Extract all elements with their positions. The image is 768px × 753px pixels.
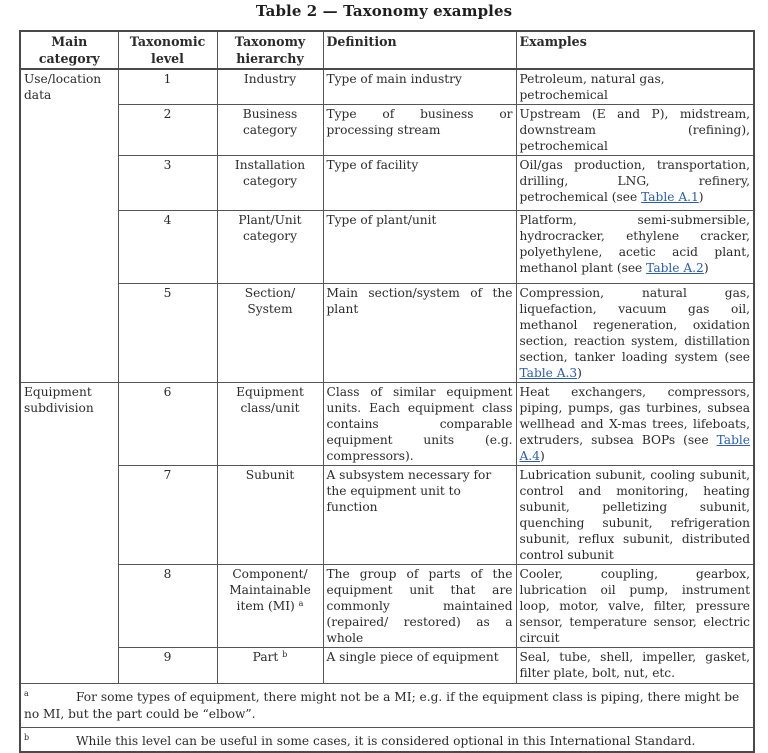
hierarchy-cell: Installation category: [217, 156, 323, 211]
level-cell: 3: [118, 156, 217, 211]
footnote-ref-b: b: [282, 650, 288, 659]
hierarchy-cell: Equipment class/unit: [217, 383, 323, 466]
level-cell: 2: [118, 105, 217, 156]
definition-cell: Class of similar equipment units. Each equipment class contains comparable equipment units (e.g. compressors).: [323, 383, 516, 466]
level-cell: 4: [118, 211, 217, 284]
table-row: [20, 211, 754, 284]
table-row: [20, 105, 754, 156]
hierarchy-cell: Component/ Maintainable item (MI) $^a$: [217, 565, 323, 648]
examples-cell: Compression, natural gas, liquefaction, vacuum gas oil, methanol regeneration, oxidation section, reaction system, distillation section, tanker loading system (see Table A.3): [516, 284, 754, 383]
examples-cell: Oil/gas production, transportation, drilling, LNG, refinery, petrochemical (see Table A.1): [516, 156, 754, 211]
examples-cell: Petroleum, natural gas, petrochemical: [516, 69, 754, 105]
definition-cell: Type of business or processing stream: [323, 105, 516, 156]
link-table-a1[interactable]: Table A.1: [641, 190, 699, 204]
footnote-ref-a: a: [298, 599, 304, 608]
table-row: [20, 466, 754, 565]
definition-cell: Main section/system of the plant: [323, 284, 516, 383]
examples-cell: Upstream (E and P), midstream, downstream (refining), petrochemical: [516, 105, 754, 156]
hierarchy-cell: Subunit: [217, 466, 323, 565]
hierarchy-cell: Plant/Unit category: [217, 211, 323, 284]
header-definition: Definition: [323, 31, 516, 69]
hierarchy-cell: Part $^b$: [217, 648, 323, 684]
examples-cell: Seal, tube, shell, impeller, gasket, filter plate, bolt, nut, etc.: [516, 648, 754, 684]
link-table-a4[interactable]: Table A.4: [519, 433, 750, 463]
table-row: [20, 69, 754, 105]
table-row: [20, 648, 754, 684]
table-row: [20, 284, 754, 383]
level-cell: 9: [118, 648, 217, 684]
table-row: [20, 565, 754, 648]
footnote-row-b: [20, 728, 754, 753]
definition-cell: Type of main industry: [323, 69, 516, 105]
hierarchy-cell: Section/ System: [217, 284, 323, 383]
level-cell: 7: [118, 466, 217, 565]
hierarchy-cell: Business category: [217, 105, 323, 156]
footnote-row-a: [20, 684, 754, 728]
main-category-use-location: Use/location data: [20, 69, 118, 383]
link-table-a2[interactable]: Table A.2: [646, 261, 704, 275]
table-header-row: [20, 31, 754, 69]
level-cell: 8: [118, 565, 217, 648]
examples-cell: Platform, semi-submersible, hydrocracker, ethylene cracker, polyethylene, acetic acid plant, methanol plant (see Table A.2): [516, 211, 754, 284]
header-examples: Examples: [516, 31, 754, 69]
definition-cell: Type of facility: [323, 156, 516, 211]
definition-cell: A single piece of equipment: [323, 648, 516, 684]
link-table-a3[interactable]: Table A.3: [519, 366, 578, 380]
footnote-b: [20, 728, 754, 753]
table-row: [20, 383, 754, 466]
definition-cell: A subsystem necessary for the equipment unit to function: [323, 466, 516, 565]
header-taxonomic-level: Taxonomic level: [118, 31, 217, 69]
examples-cell: Lubrication subunit, cooling subunit, control and monitoring, heating subunit, pelletizing subunit, quenching subunit, refrigeration subunit, reflux subunit, distributed control subunit: [516, 466, 754, 565]
footnote-mark-b: b: [24, 733, 30, 742]
level-cell: 1: [118, 69, 217, 105]
level-cell: 6: [118, 383, 217, 466]
footnote-mark-a: a: [24, 689, 29, 698]
header-taxonomy-hierarchy: Taxonomy hierarchy: [217, 31, 323, 69]
table-row: [20, 156, 754, 211]
footnote-a: [20, 684, 754, 728]
footnote-text-b: While this level can be useful in some cases, it is considered optional in this International Standard.: [76, 734, 696, 748]
taxonomy-table: [19, 30, 755, 753]
definition-cell: The group of parts of the equipment unit that are commonly maintained (repaired/ restored) as a whole: [323, 565, 516, 648]
main-category-equipment-subdivision: Equipment subdivision: [20, 383, 118, 684]
examples-cell: Cooler, coupling, gearbox, lubrication oil pump, instrument loop, motor, valve, filter, pressure sensor, temperature sensor, electric circuit: [516, 565, 754, 648]
table-title: Table 2 — Taxonomy examples: [255, 2, 513, 20]
hierarchy-cell: Industry: [217, 69, 323, 105]
level-cell: 5: [118, 284, 217, 383]
definition-cell: Type of plant/unit: [323, 211, 516, 284]
header-main-category: Main category: [20, 31, 118, 69]
footnote-text-a: For some types of equipment, there might not be a MI; e.g. if the equipment class is piping, there might be no MI, but the part could be “elbow”.: [24, 690, 740, 721]
examples-cell: Heat exchangers, compressors, piping, pumps, gas turbines, subsea wellhead and X-mas trees, lifeboats, extruders, subsea BOPs (see Table A.4): [516, 383, 754, 466]
